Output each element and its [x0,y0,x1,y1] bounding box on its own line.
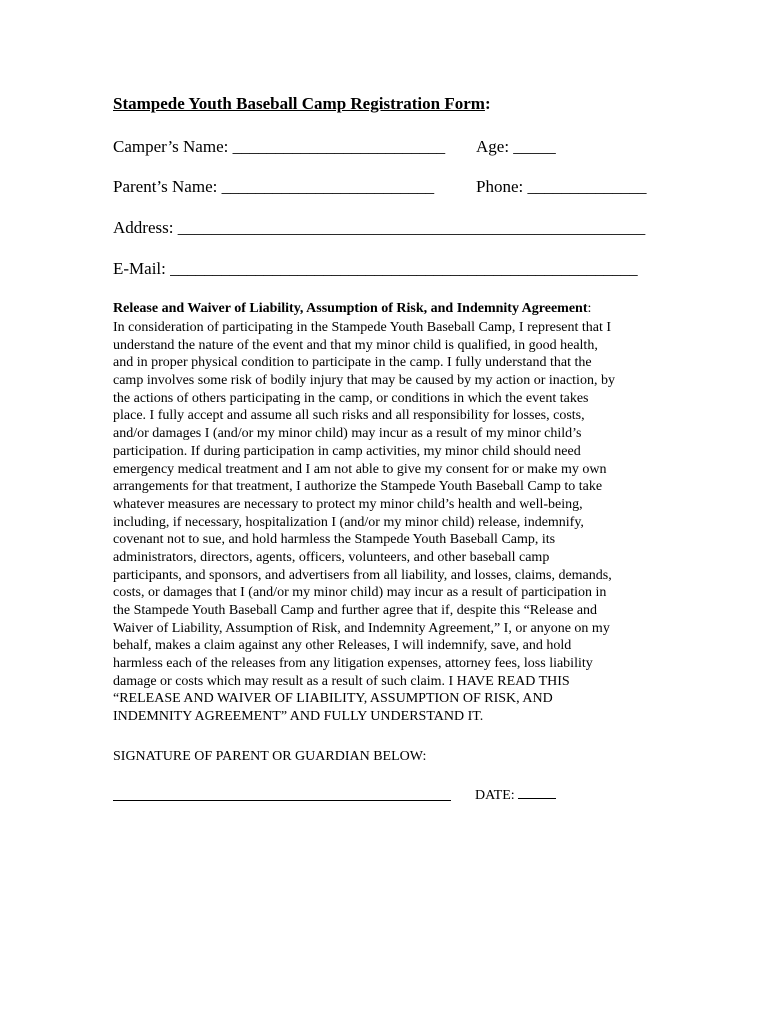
address-field[interactable]: Address: _______________________________________________________ [113,218,646,237]
age-field[interactable]: Age: _____ [476,137,556,156]
camper-row [113,137,556,157]
date-blank-line[interactable] [518,784,556,799]
waiver-body [113,319,658,726]
waiver-line: the Stampede Youth Baseball Camp and further agree that if, despite this “Release and [113,603,598,618]
waiver-line: participation. If during participation in camp activities, my minor child should need [113,443,581,459]
waiver-line: place. I fully accept and assume all such risks and all responsibility for losses, costs, [113,408,585,424]
waiver-line: administrators, directors, agents, officers, volunteers, and other baseball camp [113,549,550,565]
form-title-colon: : [484,94,491,113]
waiver-line: arrangements for that treatment, I authorize the Stampede Youth Baseball Camp to take [113,479,603,495]
waiver-heading-colon: : [587,301,592,316]
waiver-line: INDEMNITY AGREEMENT” AND FULLY UNDERSTAND IT. [113,709,484,725]
waiver-line: “RELEASE AND WAIVER OF LIABILITY, ASSUMPTION OF RISK, AND [113,691,553,707]
waiver-line: and in proper physical condition to participate in the camp. I fully understand that the [113,355,592,371]
waiver-line: and/or damages I (and/or my minor child) may incur as a result of my minor child’s [113,426,582,442]
waiver-line: participants, and sponsors, and advertisers from all liability, and losses, claims, demands, [113,567,612,583]
form-title-text: Stampede Youth Baseball Camp Registration Form [113,94,485,113]
parent-name-field[interactable]: Parent’s Name: _________________________ [113,177,435,196]
signature-row [113,784,673,808]
waiver-line: the actions of others participating in the camp, or conditions in which the event takes [113,390,589,406]
waiver-line: costs, or damages that I (and/or my minor child) may incur as a result of participation in [113,585,607,601]
waiver-heading [113,301,591,317]
email-field[interactable]: E-Mail: _______________________________________________________ [113,259,638,278]
waiver-line: behalf, makes a claim against any other Releases, I will indemnify, save, and hold [113,638,572,654]
date-label: DATE: [475,788,519,803]
waiver-line: Waiver of Liability, Assumption of Risk, and Indemnity Agreement,” I, or anyone on my [113,620,610,636]
address-row [113,218,645,238]
waiver-line: camp involves some risk of bodily injury that may be caused by my action or inaction, by [113,373,615,389]
phone-field[interactable]: Phone: ______________ [476,177,647,196]
signature-label: SIGNATURE OF PARENT OR GUARDIAN BELOW: [113,749,427,764]
waiver-line: understand the nature of the event and that my minor child is qualified, in good health, [113,337,598,353]
waiver-line: whatever measures are necessary to protect my minor child’s health and well-being, [113,496,583,512]
parent-row [113,177,647,197]
camper-name-field[interactable]: Camper’s Name: _________________________ [113,137,446,156]
waiver-line: covenant not to sue, and hold harmless the Stampede Youth Baseball Camp, its [113,532,556,548]
waiver-line: including, if necessary, hospitalization I (and/or my minor child) release, indemnify, [113,514,584,530]
date-field[interactable] [475,784,556,804]
email-row [113,259,638,279]
signature-line[interactable] [113,800,451,801]
form-title [113,94,491,114]
waiver-line: In consideration of participating in the Stampede Youth Baseball Camp, I represent that I [113,320,612,335]
waiver-line: emergency medical treatment and I am not able to give my consent for or make my own [113,461,607,477]
waiver-line: harmless each of the releases from any litigation expenses, attorney fees, loss liability [113,656,593,672]
waiver-heading-text: Release and Waiver of Liability, Assumption of Risk, and Indemnity Agreement [113,301,588,316]
waiver-line: damage or costs which may result as a result of such claim. I HAVE READ THIS [113,673,570,689]
